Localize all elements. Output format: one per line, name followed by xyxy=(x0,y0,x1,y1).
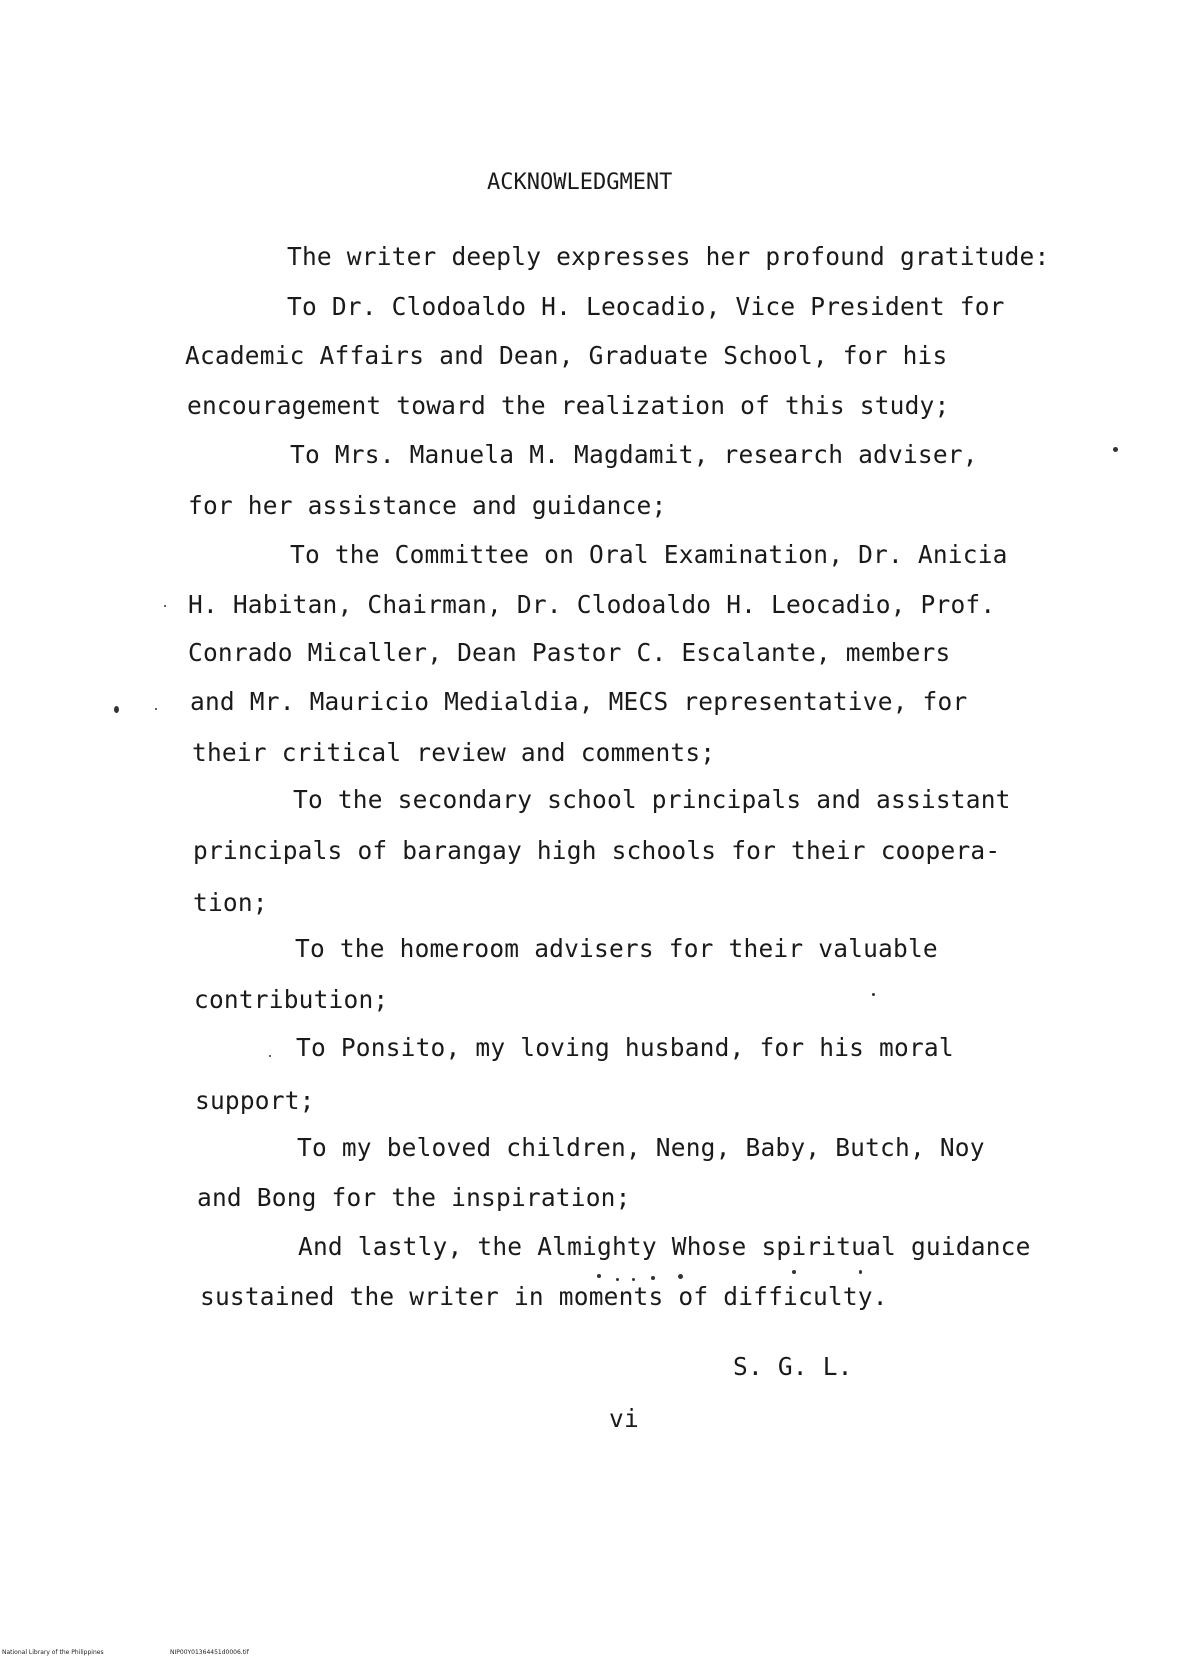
scan-speck xyxy=(616,1278,619,1281)
body-line: To Ponsito, my loving husband, for his moral xyxy=(296,1033,954,1062)
body-line: for her assistance and guidance; xyxy=(188,491,667,520)
scan-speck xyxy=(859,1270,862,1274)
scan-speck xyxy=(792,1270,796,1274)
scan-speck xyxy=(632,1278,635,1281)
body-line: The writer deeply expresses her profound gratitude: xyxy=(287,242,1050,271)
body-line: And lastly, the Almighty Whose spiritual guidance xyxy=(298,1232,1031,1261)
body-line: and Mr. Mauricio Medialdia, MECS representative, for xyxy=(190,687,968,716)
body-line: To my beloved children, Neng, Baby, Butch, Noy xyxy=(297,1133,985,1162)
page-number: vi xyxy=(609,1404,639,1433)
body-line: To the homeroom advisers for their valuable xyxy=(295,934,938,963)
scan-speck xyxy=(872,993,875,996)
scan-speck xyxy=(269,1055,271,1057)
signature-initials: S. G. L. xyxy=(733,1352,853,1381)
body-line: To Mrs. Manuela M. Magdamit, research adviser, xyxy=(290,440,978,469)
footer-source: National Library of the Philippines xyxy=(2,1649,104,1656)
scan-speck xyxy=(155,708,157,710)
scan-speck xyxy=(1113,447,1118,452)
scan-speck xyxy=(114,706,119,713)
body-line: To the Committee on Oral Examination, Dr. Anicia xyxy=(290,540,1008,569)
body-line: support; xyxy=(195,1086,315,1115)
footer-file-name: NIP00Y01364451d0006.tif xyxy=(170,1649,249,1656)
body-line: their critical review and comments; xyxy=(192,738,716,767)
page-title: ACKNOWLEDGMENT xyxy=(487,170,673,195)
scan-speck xyxy=(678,1274,683,1279)
body-line: To the secondary school principals and assistant xyxy=(293,785,1011,814)
body-line: Conrado Micaller, Dean Pastor C. Escalante, members xyxy=(188,638,951,667)
body-line: principals of barangay high schools for their coopera- xyxy=(193,836,1001,865)
body-line: To Dr. Clodoaldo H. Leocadio, Vice President for xyxy=(287,292,1005,321)
body-line: Academic Affairs and Dean, Graduate School, for his xyxy=(185,341,948,370)
scan-speck xyxy=(164,605,166,607)
scan-speck xyxy=(597,1274,601,1278)
body-line: H. Habitan, Chairman, Dr. Clodoaldo H. Leocadio, Prof. xyxy=(188,590,996,619)
scan-speck xyxy=(651,1276,655,1280)
body-line: and Bong for the inspiration; xyxy=(197,1183,631,1212)
body-line: contribution; xyxy=(194,985,389,1014)
body-line: sustained the writer in moments of difficulty. xyxy=(200,1282,888,1311)
body-line: encouragement toward the realization of this study; xyxy=(187,391,950,420)
body-line: tion; xyxy=(193,888,268,917)
